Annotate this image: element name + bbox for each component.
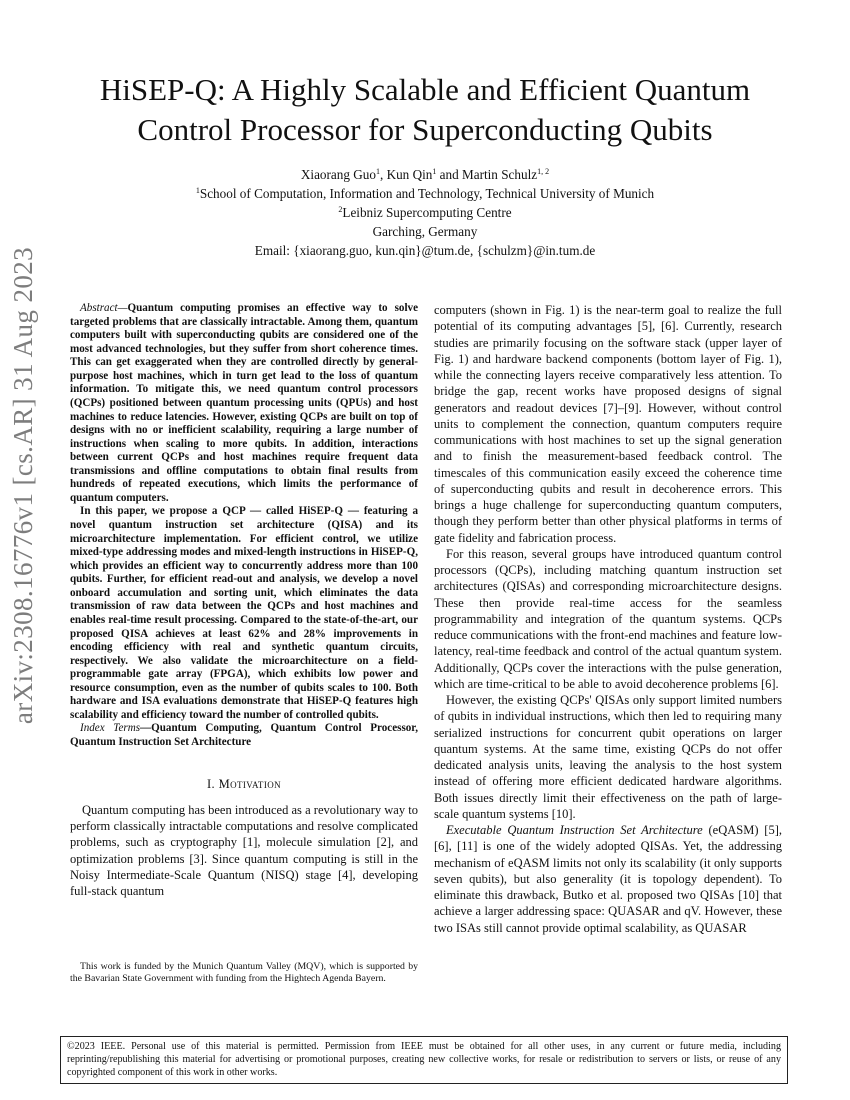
copyright-notice: ©2023 IEEE. Personal use of this material is permitted. Permission from IEEE must be obtained for all other uses, in any current or future media, including reprinting/republishing this material for advertising or promotional purposes, creating new collective works, for resale or redistribution to servers or lists, or reuse of any copyrighted component of this work in other works. bbox=[60, 1036, 788, 1084]
right-paragraph-4-text: (eQASM) [5], [6], [11] is one of the widely adopted QISAs. Yet, the addressing mechanism of eQASM limits not only its scalability (it only supports seven qubits), but also generality (it is topology dependent). To eliminate this drawback, Butko et al. proposed two QISAs [10] that achieve a larger addressing space: QUASAR and qV. However, these two ISAs still cannot provide optimal scalability, as QUASAR bbox=[434, 823, 782, 935]
author-3: Martin Schulz bbox=[462, 167, 538, 182]
section-heading-motivation bbox=[70, 776, 418, 792]
abstract-paragraph-2 bbox=[70, 505, 418, 722]
right-column bbox=[434, 302, 782, 936]
author-separator-1: , bbox=[379, 167, 387, 182]
email-line: Email: {xiaorang.guo, kun.qin}@tum.de, {schulzm}@in.tum.de bbox=[254, 243, 596, 258]
affiliation-1 bbox=[60, 184, 790, 203]
abstract-text-1: Quantum computing promises an effective way to solve targeted problems that are classically intractable. Among them, quantum computers built with superconducting qubits are considered one of the most advanced technologies, but they suffer from short coherence times. This can get exaggerated when they are controlled directly by general-purpose host machines, which in turn get lead to the loss of quantum information. To mitigate this, we need quantum control processors (QCPs) positioned between quantum processing units (QPUs) and host machines to reduce latencies. However, existing QCPs are built on top of designs with no or inefficient scalability, requiring a large number of instructions when scaling to more qubits. In addition, interactions between current QCPs and host machines require frequent data transmissions and offline computations to obtain final results from hundreds of repeated executions, which limits the performance of quantum computers. bbox=[70, 302, 418, 504]
affiliation-2-mark: 2 bbox=[338, 205, 343, 214]
author-block bbox=[60, 165, 790, 260]
author-separator-2: and bbox=[436, 167, 462, 182]
abstract-text-2: In this paper, we propose a QCP — called HiSEP-Q — featuring a novel quantum instruction set architecture (QISA) and its microarchitecture implementation. For efficient control, we utilize mixed-type addressing modes and mixed-length instructions in HiSEP-Q, which provides an efficient way to concurrently address more than 100 qubits. Further, for efficient read-out and analysis, we develop a novel onboard accumulation and sorting unit, which eliminates the data transmission of raw data between the QCPs and host machines and enables real-time result processing. Compared to the state-of-the-art, our proposed QISA achieves at least 62% and 28% improvements in encoding efficiency with real and synthetic quantum circuits, respectively. We also validate the microarchitecture on a field-programmable gate array (FPGA), which exhibits low power and resource consumption, even as the number of qubits scales to 100. Both hardware and ISA evaluations demonstrate that HiSEP-Q features high scalability and efficiency toward the number of controlled qubits. bbox=[70, 505, 418, 721]
affiliation-1-mark: 1 bbox=[195, 186, 200, 195]
section-title: Motivation bbox=[218, 776, 282, 791]
author-1-affiliation-mark: 1 bbox=[375, 167, 380, 176]
funding-footnote: This work is funded by the Munich Quantum Valley (MQV), which is supported by the Bavarian State Government with funding from the Hightech Agenda Bayern. bbox=[70, 961, 418, 985]
arxiv-identifier: arXiv:2308.16776v1 [cs.AR] 31 Aug 2023 bbox=[8, 246, 39, 724]
right-paragraph-4 bbox=[434, 822, 782, 936]
right-paragraph-3: However, the existing QCPs' QISAs only support limited numbers of qubits in individual instructions, which then led to requiring many serialized instructions for concurrent qubit operations on larger quantum systems. At the same time, existing QCPs do not offer dedicated analysis units, leaving the analysis to the host system instead of offering more efficient dedicated hardware algorithms. Both issues directly limit their effectiveness on the path of large-scale quantum systems [10]. bbox=[434, 693, 782, 821]
title-line-1: HiSEP-Q: A Highly Scalable and Efficient Quantum bbox=[99, 72, 751, 107]
right-paragraph-1: computers (shown in Fig. 1) is the near-term goal to realize the full potential of its computing advantages [5], [6]. Currently, research studies are primarily focusing on the software stack (upper layer of Fig. 1) and hardware backend components (bottom layer of Fig. 1), while the connecting layers receive comparatively less attention. To bridge the gap, recent works have proposed designs of signal generators and readout devices [7]–[9]. However, without control units to complement the connection, quantum computers require communications with host machines to set up the signal generation and to finish the measurement-based feedback control. The timescales of this communication easily exceed the coherence time of superconducting qubits and result in decoherence errors. This brings a huge challenge for superconducting quantum computers, though they perform better than other physical platforms in terms of gate fidelity and fabrication process. bbox=[434, 303, 782, 545]
author-2-affiliation-mark: 1 bbox=[432, 167, 437, 176]
abstract-label: Abstract— bbox=[80, 302, 128, 314]
title-line-2: Control Processor for Superconducting Qubits bbox=[137, 112, 713, 147]
eqasm-term: Executable Quantum Instruction Set Architecture bbox=[446, 823, 703, 837]
motivation-paragraph-1: Quantum computing has been introduced as a revolutionary way to perform classically intractable computations and resolve complicated problems, such as cryptography [1], molecule simulation [2], and optimization problems [3]. Since quantum computing is still in the Noisy Intermediate-Scale Quantum (NISQ) stage [4], developing full-stack quantum bbox=[70, 802, 418, 899]
affiliation-2 bbox=[60, 203, 790, 222]
index-terms-text: —Quantum Computing, Quantum Control Processor, Quantum Instruction Set Architecture bbox=[70, 722, 418, 749]
affiliation-2-text: Leibniz Supercomputing Centre bbox=[342, 205, 512, 220]
author-2: Kun Qin bbox=[386, 167, 433, 182]
left-column bbox=[70, 302, 418, 899]
section-numeral: I. bbox=[206, 776, 219, 791]
paper-title bbox=[50, 70, 800, 150]
author-3-affiliation-mark: 1, 2 bbox=[537, 167, 550, 176]
author-names bbox=[60, 165, 790, 184]
location: Garching, Germany bbox=[372, 224, 478, 239]
right-paragraph-2: For this reason, several groups have introduced quantum control processors (QCPs), including matching quantum instruction set architectures (QISAs) and corresponding microarchitecture designs. These then provide real-time access for the seamless programmability and integration of the quantum systems. QCPs reduce communications with the front-end machines and feature low-latency, real-time feedback and control of the actual quantum system. Additionally, QCPs cover the interactions with the pulse generation, which are time-critical to be able to avoid decoherence problems [6]. bbox=[434, 546, 782, 691]
author-1: Xiaorang Guo bbox=[300, 167, 376, 182]
index-terms bbox=[70, 722, 418, 749]
arxiv-stamp bbox=[2, 246, 46, 724]
abstract-paragraph-1 bbox=[70, 302, 418, 505]
affiliation-1-text: School of Computation, Information and Technology, Technical University of Munich bbox=[199, 186, 655, 201]
index-terms-label: Index Terms bbox=[80, 722, 141, 735]
